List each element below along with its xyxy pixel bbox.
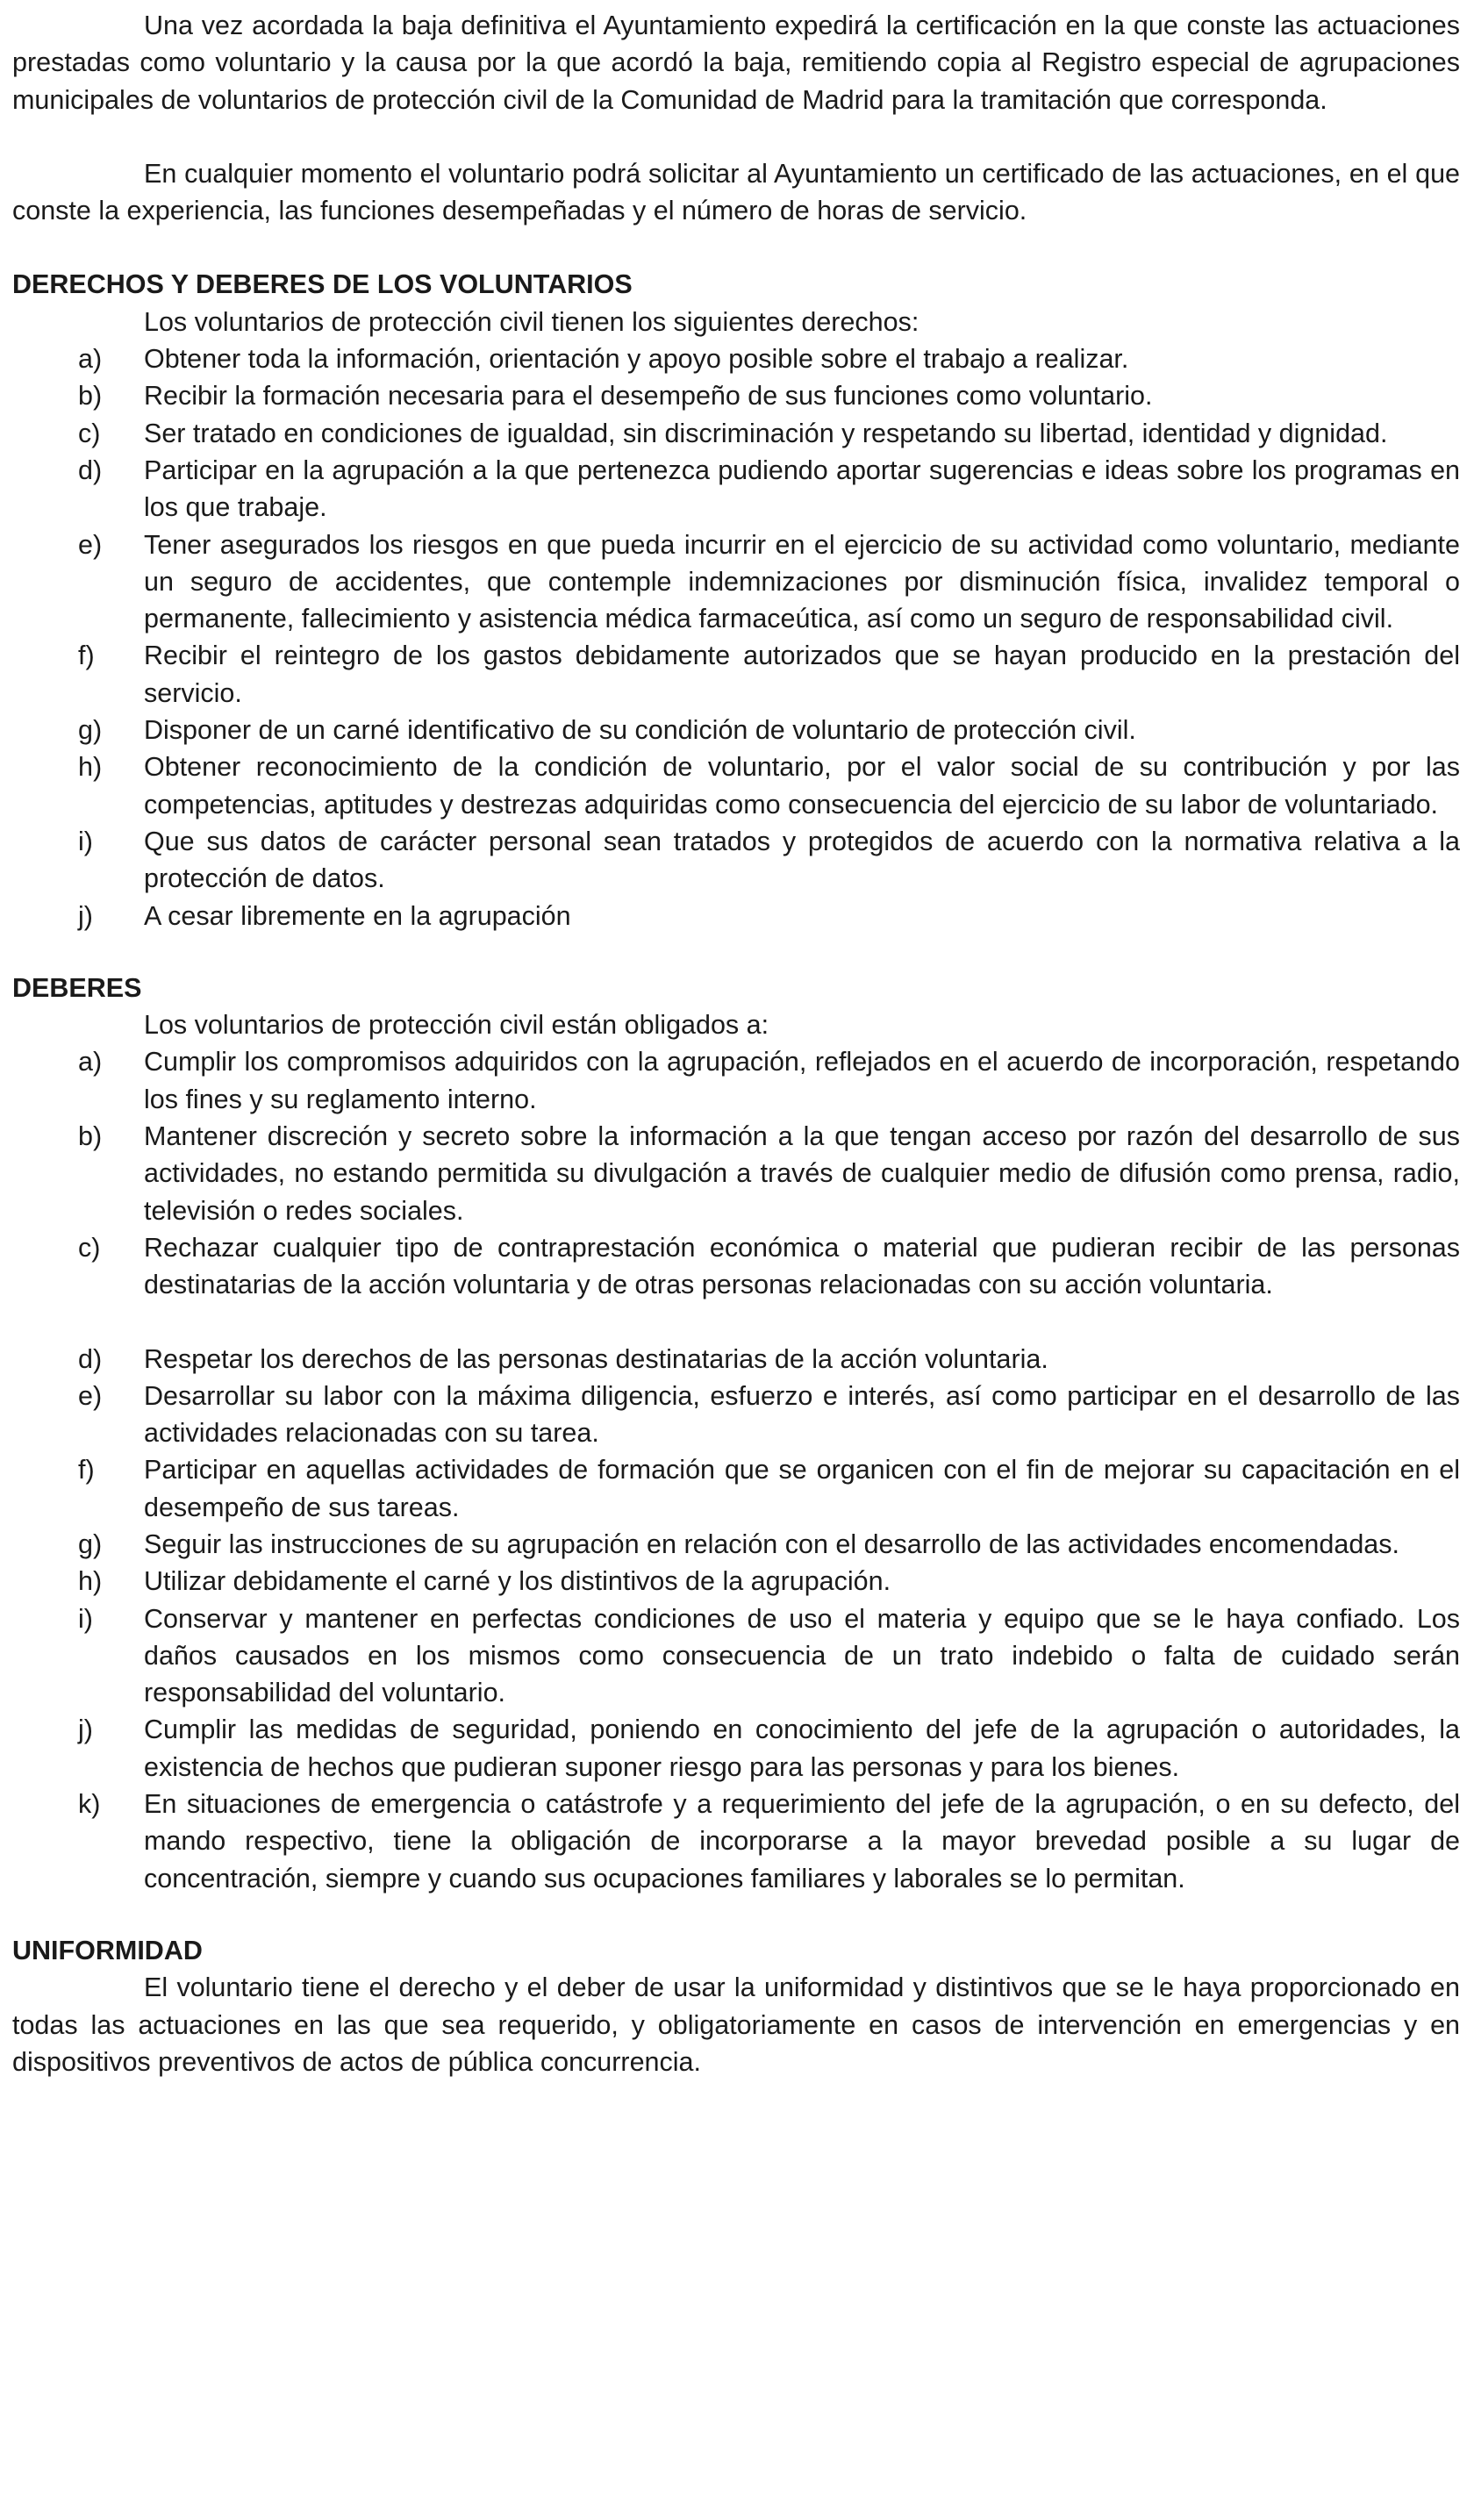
list-item <box>12 898 1460 934</box>
list-letter: g) <box>78 1528 103 1559</box>
list-text: Obtener reconocimiento de la condición de voluntario, por el valor social de su contribución y por las competencias, aptitudes y destrezas adquiridas como consecuencia del ejercicio de su labor de voluntariado. <box>144 752 1460 820</box>
list-letter: i) <box>78 826 93 856</box>
deberes-list-part2 <box>12 1341 1460 1897</box>
list-letter: e) <box>78 529 103 560</box>
list-item <box>12 1786 1460 1897</box>
list-text: Cumplir los compromisos adquiridos con la agrupación, reflejados en el acuerdo de incorporación, respetando los fines y su reglamento interno. <box>144 1047 1460 1114</box>
deberes-list-part1 <box>12 1043 1460 1303</box>
paragraph-baja-definitiva: Una vez acordada la baja definitiva el Ayuntamiento expedirá la certificación en la que conste las actuaciones prestadas como voluntario y la causa por la que acordó la baja, remitiendo copia al Registro especial de agrupaciones municipales de voluntarios de protección civil de la Comunidad de Madrid para la tramitación que corresponda. <box>12 11 1460 115</box>
list-letter: b) <box>78 1121 103 1152</box>
list-item <box>12 748 1460 823</box>
list-item <box>12 1229 1460 1304</box>
list-text: Utilizar debidamente el carné y los distintivos de la agrupación. <box>144 1566 891 1597</box>
list-item <box>12 1451 1460 1526</box>
heading-derechos: DERECHOS Y DEBERES DE LOS VOLUNTARIOS <box>12 269 633 300</box>
deberes-intro: Los voluntarios de protección civil están obligados a: <box>144 1010 769 1041</box>
list-text: Participar en aquellas actividades de formación que se organicen con el fin de mejorar su capacitación en el desempeño de sus tareas. <box>144 1455 1460 1522</box>
list-letter: d) <box>78 1343 103 1374</box>
spacer <box>12 229 1460 266</box>
list-letter: i) <box>78 1603 93 1634</box>
list-item <box>12 1600 1460 1712</box>
list-item <box>12 1043 1460 1118</box>
list-letter: j) <box>78 900 93 931</box>
heading-uniformidad: UNIFORMIDAD <box>12 1935 203 1965</box>
list-letter: k) <box>78 1789 101 1820</box>
list-letter: h) <box>78 752 103 783</box>
derechos-intro: Los voluntarios de protección civil tienen los siguientes derechos: <box>144 306 919 337</box>
list-text: Seguir las instrucciones de su agrupación en relación con el desarrollo de las actividades encomendadas. <box>144 1528 1399 1559</box>
list-item <box>12 712 1460 748</box>
list-letter: d) <box>78 455 103 485</box>
list-item <box>12 1378 1460 1452</box>
list-letter: b) <box>78 381 103 412</box>
list-text: Disponer de un carné identificativo de su condición de voluntario de protección civil. <box>144 715 1136 746</box>
list-text: Participar en la agrupación a la que pertenezca pudiendo aportar sugerencias e ideas sobre los programas en los que trabaje. <box>144 455 1460 523</box>
list-item <box>12 526 1460 638</box>
list-item <box>12 340 1460 377</box>
list-item <box>12 452 1460 526</box>
list-text: Rechazar cualquier tipo de contraprestación económica o material que pudieran recibir de las personas destinatarias de la acción voluntaria y de otras personas relacionadas con su acción voluntaria. <box>144 1232 1460 1300</box>
list-text: Ser tratado en condiciones de igualdad, sin discriminación y respetando su libertad, identidad y dignidad. <box>144 418 1388 448</box>
derechos-list <box>12 340 1460 934</box>
list-letter: f) <box>78 1455 95 1486</box>
list-letter: g) <box>78 715 103 746</box>
list-item <box>12 1711 1460 1786</box>
paragraph-uniformidad: El voluntario tiene el derecho y el deber de usar la uniformidad y distintivos que se le haya proporcionado en todas las actuaciones en las que sea requerido, y obligatoriamente en casos de intervención en emergencias y en dispositivos preventivos de actos de pública concurrencia. <box>12 1972 1460 2077</box>
list-text: A cesar libremente en la agrupación <box>144 900 571 931</box>
list-text: Mantener discreción y secreto sobre la información a la que tengan acceso por razón del desarrollo de sus actividades, no estando permitida su divulgación a través de cualquier medio de difusión como prensa, radio, televisión o redes sociales. <box>144 1121 1460 1226</box>
list-letter: f) <box>78 641 95 671</box>
list-item <box>12 377 1460 414</box>
spacer <box>12 1304 1460 1341</box>
list-letter: c) <box>78 1232 101 1263</box>
list-text: Recibir la formación necesaria para el desempeño de sus funciones como voluntario. <box>144 381 1153 412</box>
paragraph-certificado: En cualquier momento el voluntario podrá solicitar al Ayuntamiento un certificado de las actuaciones, en el que conste la experiencia, las funciones desempeñadas y el número de horas de servicio. <box>12 158 1460 226</box>
list-letter: j) <box>78 1715 93 1745</box>
list-text: Que sus datos de carácter personal sean tratados y protegidos de acuerdo con la normativa relativa a la protección de datos. <box>144 826 1460 894</box>
section-uniformidad <box>12 1932 1460 2080</box>
list-text: Cumplir las medidas de seguridad, poniendo en conocimiento del jefe de la agrupación o autoridades, la existencia de hechos que pudieran suponer riesgo para las personas y para los bienes. <box>144 1715 1460 1782</box>
list-item <box>12 1526 1460 1563</box>
list-item <box>12 1563 1460 1600</box>
list-item <box>12 823 1460 898</box>
spacer <box>12 118 1460 155</box>
heading-deberes: DEBERES <box>12 972 142 1003</box>
list-item <box>12 415 1460 452</box>
spacer <box>12 934 1460 970</box>
section-deberes <box>12 970 1460 1897</box>
list-letter: a) <box>78 1047 103 1077</box>
list-text: Desarrollar su labor con la máxima diligencia, esfuerzo e interés, así como participar en el desarrollo de las actividades relacionadas con su tarea. <box>144 1380 1460 1449</box>
list-letter: e) <box>78 1380 103 1411</box>
list-text: Recibir el reintegro de los gastos debidamente autorizados que se hayan producido en la prestación del servicio. <box>144 641 1460 708</box>
list-letter: c) <box>78 418 101 448</box>
list-text: Conservar y mantener en perfectas condiciones de uso el materia y equipo que se le haya confiado. Los daños causados en los mismos como consecuencia de un trato indebido o falta de cuidado serán responsabilidad del voluntario. <box>144 1603 1460 1708</box>
list-text: En situaciones de emergencia o catástrofe y a requerimiento del jefe de la agrupación, o en su defecto, del mando respectivo, tiene la obligación de incorporarse a la mayor brevedad posible a su lugar de concentración, siempre y cuando sus ocupaciones familiares y laborales se lo permitan. <box>144 1789 1460 1894</box>
section-derechos <box>12 266 1460 934</box>
list-letter: a) <box>78 344 103 375</box>
list-text: Respetar los derechos de las personas destinatarias de la acción voluntaria. <box>144 1343 1048 1374</box>
list-letter: h) <box>78 1566 103 1597</box>
spacer <box>12 1897 1460 1932</box>
list-item <box>12 1341 1460 1378</box>
list-text: Tener asegurados los riesgos en que pueda incurrir en el ejercicio de su actividad como voluntario, mediante un seguro de accidentes, que contemple indemnizaciones por disminución física, invalidez temporal o permanente, fallecimiento y asistencia médica farmaceútica, así como un seguro de responsabilidad civil. <box>144 529 1460 634</box>
list-item <box>12 637 1460 712</box>
list-item <box>12 1118 1460 1229</box>
list-text: Obtener toda la información, orientación y apoyo posible sobre el trabajo a realizar. <box>144 344 1129 375</box>
